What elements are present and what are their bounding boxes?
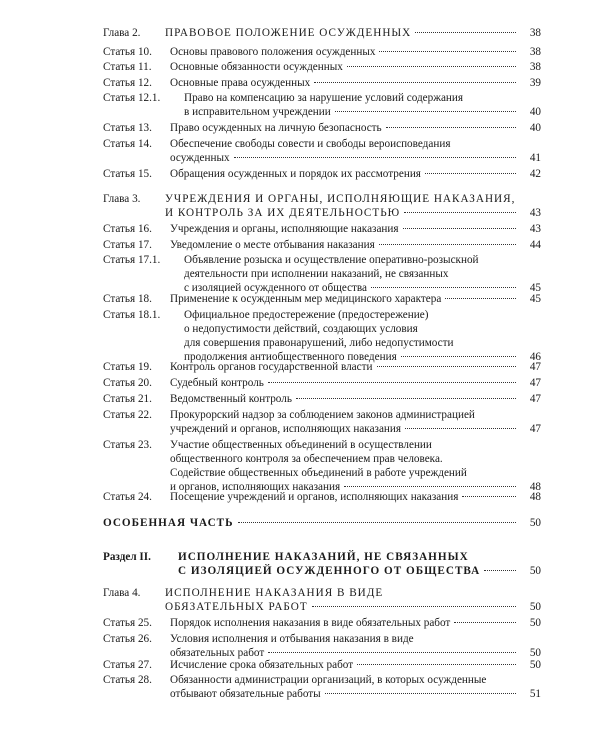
toc-entry[interactable] <box>0 91 600 119</box>
toc-entry-title-line: Официальное предостережение (предостережение) <box>184 309 429 321</box>
toc-entry[interactable] <box>0 516 600 530</box>
toc-entry-page-number: 50 <box>529 517 541 529</box>
toc-entry-title-line: общественного контроля за обеспечением прав человека. <box>170 453 443 465</box>
toc-entry-page-number: 48 <box>529 481 541 493</box>
dot-leader <box>268 382 516 383</box>
toc-entry-title-line: ОСОБЕННАЯ ЧАСТЬ <box>103 517 234 529</box>
toc-entry-page-number: 40 <box>529 106 541 118</box>
dot-leader <box>314 82 516 83</box>
toc-entry-title-line: ИСПОЛНЕНИЕ НАКАЗАНИЯ В ВИДЕ <box>165 587 384 599</box>
toc-entry-page-number: 43 <box>529 207 541 219</box>
dot-leader <box>296 398 516 399</box>
toc-entry-title-line: Контроль органов государственной власти <box>170 361 373 373</box>
toc-entry[interactable] <box>0 137 600 165</box>
toc-entry-title-line: Порядок исполнения наказания в виде обязательных работ <box>170 617 451 629</box>
dot-leader <box>425 173 516 174</box>
dot-leader <box>371 287 516 288</box>
toc-entry-title-line: Учреждения и органы, исполняющие наказания <box>170 223 399 235</box>
toc-entry[interactable] <box>0 490 600 504</box>
dot-leader <box>404 212 516 213</box>
toc-entry-label: Глава 4. <box>103 587 141 599</box>
toc-entry[interactable] <box>0 192 600 220</box>
toc-entry-label: Статья 18. <box>103 293 152 305</box>
toc-entry-title-line: Основы правового положения осужденных <box>170 46 376 58</box>
toc-entry-label: Статья 23. <box>103 439 152 451</box>
toc-entry-page-number: 45 <box>529 282 541 294</box>
toc-entry-page-number: 48 <box>529 491 541 503</box>
toc-entry-page-number: 47 <box>529 393 541 405</box>
toc-entry[interactable] <box>0 673 600 701</box>
dot-leader <box>238 522 516 523</box>
dot-leader <box>379 244 516 245</box>
toc-entry-label: Статья 24. <box>103 491 152 503</box>
toc-entry-title-line: Уведомление о месте отбывания наказания <box>170 239 375 251</box>
toc-entry[interactable] <box>0 76 600 90</box>
toc-entry-title-line: продолжения антиобщественного поведения <box>184 351 397 363</box>
toc-entry-label: Статья 25. <box>103 617 152 629</box>
toc-entry-title-line: Содействие общественных объединений в работе учреждений <box>170 467 467 479</box>
toc-entry[interactable] <box>0 632 600 660</box>
toc-entry[interactable] <box>0 292 600 306</box>
toc-entry-title-line: Участие общественных объединений в осуществлении <box>170 439 432 451</box>
toc-entry[interactable] <box>0 60 600 74</box>
toc-entry[interactable] <box>0 238 600 252</box>
dot-leader <box>377 366 517 367</box>
toc-entry-page-number: 51 <box>529 688 541 700</box>
toc-entry-page-number: 50 <box>529 565 541 577</box>
toc-entry-page-number: 41 <box>529 152 541 164</box>
toc-entry-title-line: ПРАВОВОЕ ПОЛОЖЕНИЕ ОСУЖДЕННЫХ <box>165 27 412 39</box>
toc-entry-label: Статья 11. <box>103 61 152 73</box>
dot-leader <box>234 157 516 158</box>
toc-entry-page-number: 47 <box>529 423 541 435</box>
toc-entry-label: Глава 2. <box>103 27 141 39</box>
toc-entry-title-line: о недопустимости действий, создающих условия <box>184 323 418 335</box>
toc-entry[interactable] <box>0 167 600 181</box>
dot-leader <box>454 622 516 623</box>
toc-entry-title-line: Ведомственный контроль <box>170 393 292 405</box>
toc-entry[interactable] <box>0 121 600 135</box>
toc-entry-page-number: 43 <box>529 223 541 235</box>
toc-entry-title-line: И КОНТРОЛЬ ЗА ИХ ДЕЯТЕЛЬНОСТЬЮ <box>165 207 401 219</box>
toc-entry-page-number: 38 <box>529 61 541 73</box>
toc-entry-title-line: Условия исполнения и отбывания наказания в виде <box>170 633 414 645</box>
toc-entry[interactable] <box>0 392 600 406</box>
toc-entry-label: Глава 3. <box>103 193 141 205</box>
toc-entry[interactable] <box>0 550 600 578</box>
toc-entry-title-line: и органов, исполняющих наказания <box>170 481 341 493</box>
toc-entry-label: Раздел II. <box>103 551 151 563</box>
toc-entry-title-line: отбывают обязательные работы <box>170 688 321 700</box>
toc-entry-title-line: С ИЗОЛЯЦИЕЙ ОСУЖДЕННОГО ОТ ОБЩЕСТВА <box>178 565 481 577</box>
dot-leader <box>401 356 516 357</box>
toc-entry-page-number: 50 <box>529 601 541 613</box>
dot-leader <box>386 127 516 128</box>
toc-entry-page-number: 45 <box>529 293 541 305</box>
toc-entry-title-line: Основные обязанности осужденных <box>170 61 343 73</box>
toc-entry-page-number: 42 <box>529 168 541 180</box>
toc-entry-label: Статья 14. <box>103 138 152 150</box>
toc-entry[interactable] <box>0 26 600 40</box>
toc-entry-title-line: обязательных работ <box>170 647 265 659</box>
toc-entry-page-number: 50 <box>529 647 541 659</box>
dot-leader <box>379 51 516 52</box>
toc-entry-page-number: 47 <box>529 377 541 389</box>
dot-leader <box>484 570 516 571</box>
toc-entry-page-number: 46 <box>529 351 541 363</box>
toc-entry-title-line: ИСПОЛНЕНИЕ НАКАЗАНИЙ, НЕ СВЯЗАННЫХ <box>178 551 469 563</box>
toc-entry-label: Статья 17. <box>103 239 152 251</box>
toc-entry-label: Статья 17.1. <box>103 254 161 266</box>
toc-entry-label: Статья 22. <box>103 409 152 421</box>
toc-entry-label: Статья 10. <box>103 46 152 58</box>
toc-entry-label: Статья 21. <box>103 393 152 405</box>
toc-entry-title-line: Право на компенсацию за нарушение условий содержания <box>184 92 464 104</box>
toc-entry-page-number: 44 <box>529 239 541 251</box>
toc-entry[interactable] <box>0 438 600 494</box>
toc-entry-title-line: Основные права осужденных <box>170 77 311 89</box>
toc-entry-title-line: для совершения правонарушений, либо недопустимости <box>184 337 454 349</box>
toc-entry-title-line: деятельности при исполнении наказаний, не связанных <box>184 268 449 280</box>
toc-entry-title-line: Применение к осужденным мер медицинского характера <box>170 293 442 305</box>
toc-entry-page-number: 40 <box>529 122 541 134</box>
toc-entry-title-line: в исправительном учреждении <box>184 106 331 118</box>
toc-entry-title-line: Право осужденных на личную безопасность <box>170 122 382 134</box>
toc-entry-title-line: Объявление розыска и осуществление оперативно-розыскной <box>184 254 479 266</box>
toc-entry-title-line: осужденных <box>170 152 230 164</box>
toc-entry-page-number: 50 <box>529 617 541 629</box>
toc-entry[interactable] <box>0 616 600 630</box>
toc-entry[interactable] <box>0 658 600 672</box>
toc-entry-title-line: Исчисление срока обязательных работ <box>170 659 354 671</box>
toc-entry-label: Статья 12.1. <box>103 92 161 104</box>
dot-leader <box>312 606 516 607</box>
toc-entry-title-line: Обращения осужденных и порядок их рассмотрения <box>170 168 421 180</box>
toc-entry-label: Статья 13. <box>103 122 152 134</box>
dot-leader <box>415 32 516 33</box>
toc-entry-title-line: УЧРЕЖДЕНИЯ И ОРГАНЫ, ИСПОЛНЯЮЩИЕ НАКАЗАНИЯ, <box>165 193 516 205</box>
toc-entry[interactable] <box>0 360 600 374</box>
dot-leader <box>405 428 516 429</box>
toc-entry-label: Статья 20. <box>103 377 152 389</box>
dot-leader <box>335 111 516 112</box>
dot-leader <box>462 496 516 497</box>
dot-leader <box>403 228 516 229</box>
toc-entry[interactable] <box>0 253 600 295</box>
toc-entry-title-line: Посещение учреждений и органов, исполняющих наказания <box>170 491 459 503</box>
toc-entry[interactable] <box>0 376 600 390</box>
dot-leader <box>325 693 516 694</box>
toc-entry-label: Статья 28. <box>103 674 152 686</box>
dot-leader <box>268 652 516 653</box>
toc-entry-label: Статья 26. <box>103 633 152 645</box>
dot-leader <box>347 66 516 67</box>
toc-entry-page-number: 38 <box>529 27 541 39</box>
toc-entry-label: Статья 15. <box>103 168 152 180</box>
toc-entry-label: Статья 18.1. <box>103 309 161 321</box>
toc-entry[interactable] <box>0 586 600 614</box>
toc-entry-title-line: ОБЯЗАТЕЛЬНЫХ РАБОТ <box>165 601 308 613</box>
toc-entry[interactable] <box>0 45 600 59</box>
toc-entry-label: Статья 27. <box>103 659 152 671</box>
toc-entry[interactable] <box>0 408 600 436</box>
toc-entry-label: Статья 16. <box>103 223 152 235</box>
dot-leader <box>445 298 516 299</box>
toc-entry-page-number: 39 <box>529 77 541 89</box>
toc-entry-title-line: Обеспечение свободы совести и свободы вероисповедания <box>170 138 451 150</box>
toc-entry-title-line: Обязанности администрации организаций, в которых осужденные <box>170 674 487 686</box>
toc-entry-label: Статья 12. <box>103 77 152 89</box>
toc-entry-title-line: Прокурорский надзор за соблюдением законов администрацией <box>170 409 475 421</box>
toc-entry-title-line: с изоляцией осужденного от общества <box>184 282 368 294</box>
toc-entry-label: Статья 19. <box>103 361 152 373</box>
toc-entry[interactable] <box>0 222 600 236</box>
toc-entry[interactable] <box>0 308 600 364</box>
toc-entry-title-line: Судебный контроль <box>170 377 264 389</box>
toc-entry-title-line: учреждений и органов, исполняющих наказания <box>170 423 402 435</box>
dot-leader <box>357 664 516 665</box>
toc-entry-page-number: 47 <box>529 361 541 373</box>
toc-entry-page-number: 38 <box>529 46 541 58</box>
dot-leader <box>344 486 516 487</box>
toc-entry-page-number: 50 <box>529 659 541 671</box>
